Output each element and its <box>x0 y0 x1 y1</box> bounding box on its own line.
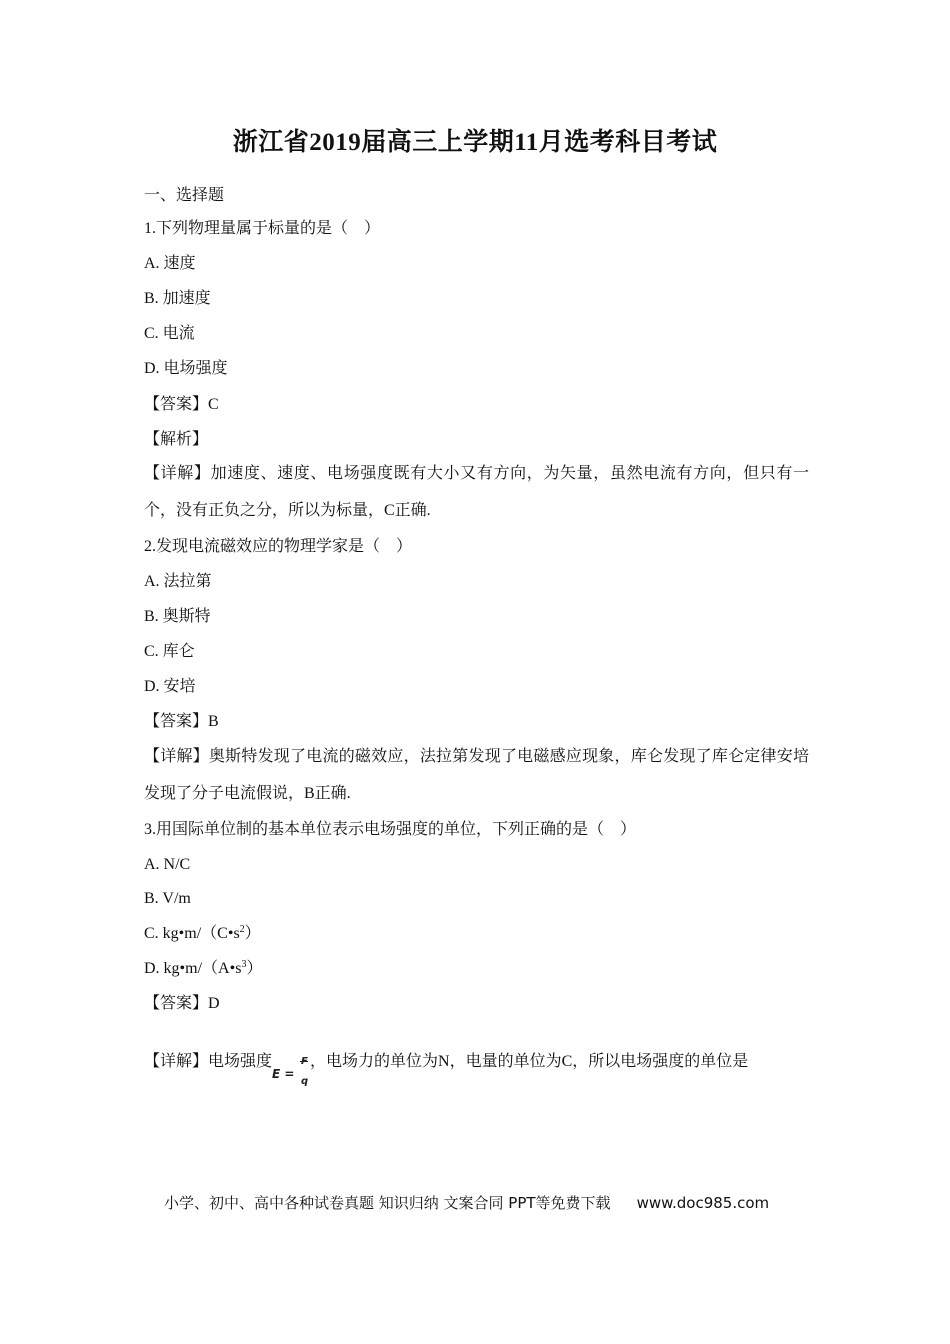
question-3-detail <box>144 1044 749 1088</box>
option-d-exponent: 3 <box>241 959 247 970</box>
question-3-stem: 3.用国际单位制的基本单位表示电场强度的单位，下列正确的是（ ） <box>144 821 637 838</box>
question-1-detail: 【详解】加速度、速度、电场强度既有大小又有方向，为矢量，虽然电流有方向，但只有一个，没有正负之分，所以为标量，C正确. <box>144 465 809 519</box>
question-1-option-a: A. 速度 <box>144 255 196 272</box>
question-1-option-d: D. 电场强度 <box>144 360 228 377</box>
question-1-option-c: C. 电流 <box>144 325 195 342</box>
question-1-stem: 1.下列物理量属于标量的是（ ） <box>144 220 381 237</box>
option-d-text: D. kg•m/（A•s <box>144 960 242 977</box>
formula-lhs: E = <box>272 1067 295 1082</box>
document-title: 浙江省2019届高三上学期11月选考科目考试 <box>232 129 718 156</box>
footer-text: 小学、初中、高中各种试卷真题 知识归纳 文案合同 PPT等免费下载 <box>164 1194 611 1212</box>
question-1-option-b: B. 加速度 <box>144 290 211 307</box>
question-3-answer: 【答案】D <box>144 995 220 1012</box>
question-2-stem: 2.发现电流磁效应的物理学家是（ ） <box>144 538 413 555</box>
question-3-option-c <box>144 924 261 944</box>
option-c-close: ） <box>244 925 261 942</box>
page-footer <box>164 1192 769 1213</box>
section-heading: 一、选择题 <box>144 187 225 204</box>
detail-rest: ，电场力的单位为N，电量的单位为C，所以电场强度的单位是 <box>310 1053 749 1070</box>
question-1-analysis-label: 【解析】 <box>144 431 209 448</box>
formula-denominator: q <box>301 1076 309 1088</box>
question-2-option-d: D. 安培 <box>144 678 196 695</box>
footer-site-link[interactable]: www.doc985.com <box>636 1194 770 1212</box>
question-1-answer: 【答案】C <box>144 396 219 413</box>
option-c-text: C. kg•m/（C•s <box>144 925 240 942</box>
question-2-option-b: B. 奥斯特 <box>144 608 211 625</box>
question-3-option-b: B. V/m <box>144 890 191 907</box>
question-2-option-c: C. 库仑 <box>144 643 195 660</box>
question-3-option-d <box>144 959 262 979</box>
detail-lead: 【详解】电场强度 <box>144 1053 273 1070</box>
option-c-exponent: 2 <box>239 924 245 935</box>
fraction-bar <box>300 1061 308 1062</box>
question-2-answer: 【答案】B <box>144 713 219 730</box>
question-2-detail: 【详解】奥斯特发现了电流的磁效应，法拉第发现了电磁感应现象，库仑发现了库仑定律安培发现了分子电流假说，B正确. <box>144 748 809 802</box>
question-2-option-a: A. 法拉第 <box>144 573 212 590</box>
question-3-option-a: A. N/C <box>144 856 191 873</box>
option-d-close: ） <box>246 960 263 977</box>
electric-field-formula <box>272 1044 310 1088</box>
